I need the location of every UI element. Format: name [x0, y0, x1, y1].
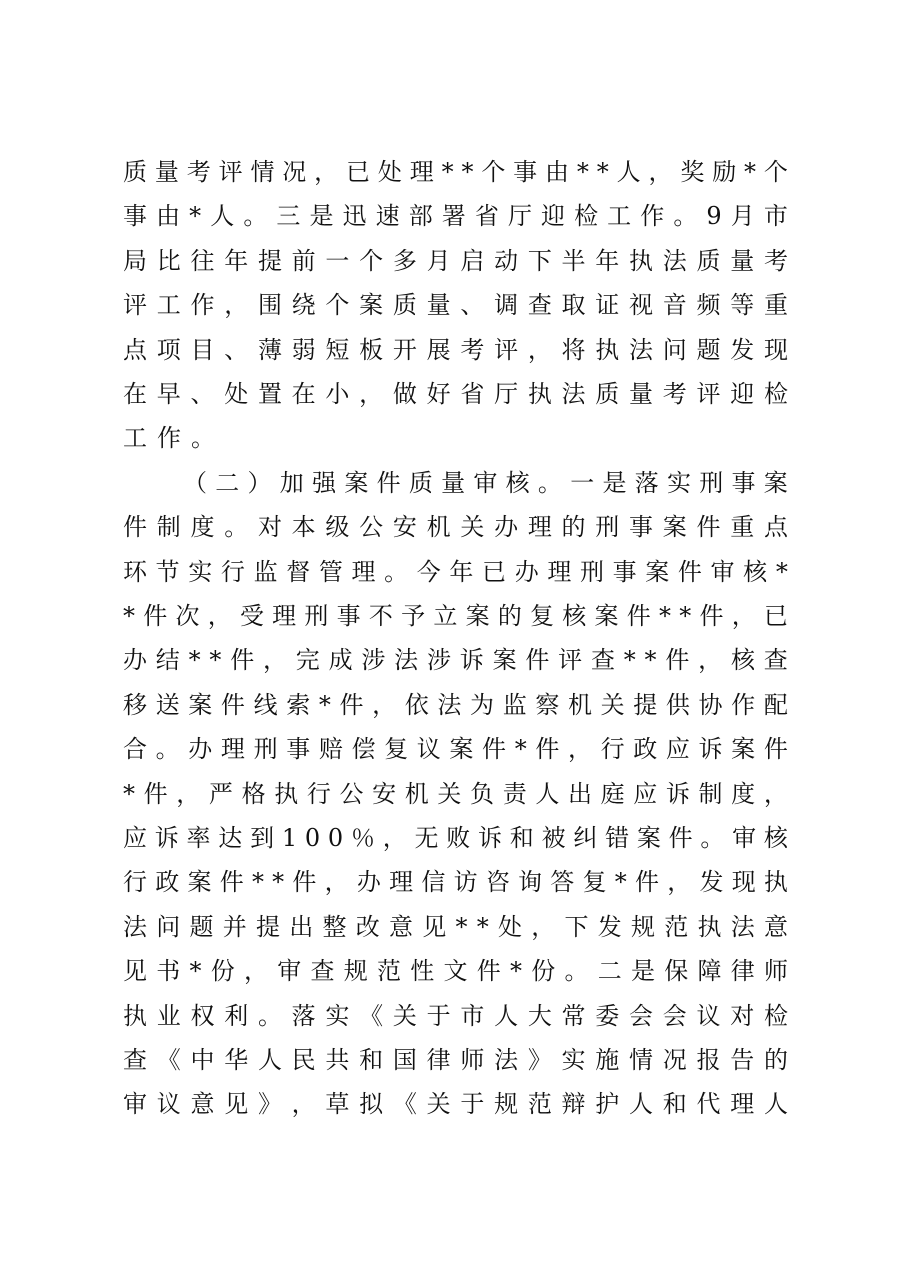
text-line: 应 诉 率 达 到 1 0 0 ％ ， 无 败 诉 和 被 纠 错 案 件 。 审 核 — [123, 824, 788, 852]
text-line: 工作。 — [123, 424, 225, 453]
text-line: 审 议 意 见 》 ， 草 拟 《 关 于 规 范 辩 护 人 和 代 理 人 — [123, 1090, 788, 1119]
text-line: 法 问 题 并 提 出 整 改 意 见 * * 处 ， 下 发 规 范 执 法 意 — [123, 912, 788, 941]
text-line: 见 书 * 份 ， 审 查 规 范 性 文 件 * 份 。 二 是 保 障 律 师 — [123, 957, 788, 986]
text-line: 合 。 办 理 刑 事 赔 偿 复 议 案 件 * 件 ， 行 政 应 诉 案 件 — [123, 735, 788, 764]
text-line: 点 项 目 、 薄 弱 短 板 开 展 考 评 ， 将 执 法 问 题 发 现 — [123, 335, 788, 364]
text-line: * 件 次 ， 受 理 刑 事 不 予 立 案 的 复 核 案 件 * * 件 ， 已 — [123, 602, 788, 630]
text-line: （ 二 ） 加 强 案 件 质 量 审 核 。 一 是 落 实 刑 事 案 — [183, 468, 788, 497]
text-line: 局 比 往 年 提 前 一 个 多 月 启 动 下 半 年 执 法 质 量 考 — [123, 246, 788, 275]
text-line: 事 由 * 人 。 三 是 迅 速 部 署 省 厅 迎 检 工 作 。 9 月 市 — [123, 202, 788, 231]
text-line: 件 制 度 。 对 本 级 公 安 机 关 办 理 的 刑 事 案 件 重 点 — [123, 513, 788, 542]
text-line: 行 政 案 件 * * 件 ， 办 理 信 访 咨 询 答 复 * 件 ， 发 现 执 — [123, 868, 788, 897]
text-line: 评 工 作 ， 围 绕 个 案 质 量 、 调 查 取 证 视 音 频 等 重 — [123, 291, 788, 320]
text-line: * 件 ， 严 格 执 行 公 安 机 关 负 责 人 出 庭 应 诉 制 度 ， — [123, 779, 788, 808]
text-line: 移 送 案 件 线 索 * 件 ， 依 法 为 监 察 机 关 提 供 协 作 配 — [123, 690, 788, 719]
text-line: 在 早 、 处 置 在 小 ， 做 好 省 厅 执 法 质 量 考 评 迎 检 — [123, 380, 788, 408]
text-line: 办 结 * * 件 ， 完 成 涉 法 涉 诉 案 件 评 查 * * 件 ， 核 查 — [123, 646, 788, 675]
text-line: 查 《 中 华 人 民 共 和 国 律 师 法 》 实 施 情 况 报 告 的 — [123, 1046, 788, 1074]
text-line: 环 节 实 行 监 督 管 理 。 今 年 已 办 理 刑 事 案 件 审 核 * — [123, 557, 788, 586]
text-line: 质 量 考 评 情 况 ， 已 处 理 * * 个 事 由 * * 人 ， 奖 励 * 个 — [123, 158, 788, 186]
text-line: 执 业 权 利 。 落 实 《 关 于 市 人 大 常 委 会 会 议 对 检 — [123, 1001, 788, 1030]
